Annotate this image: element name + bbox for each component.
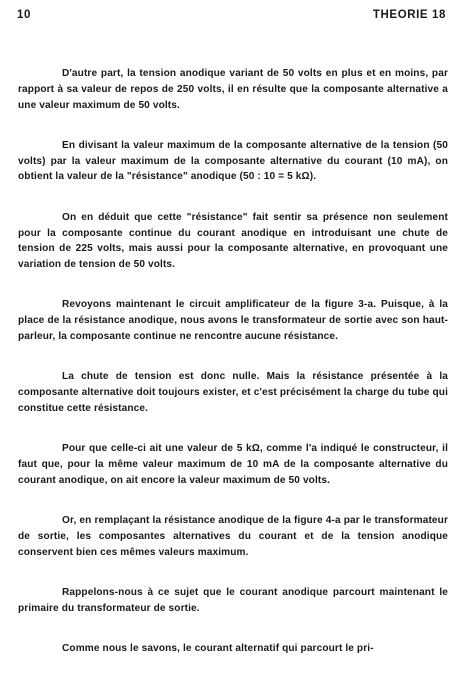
paragraph: Or, en remplaçant la résistance anodique de la figure 4-a par le transformateur de sortie, les composantes alternatives du courant et de la tension anodique conservent bien ces mêmes valeurs maximum. [18, 515, 448, 558]
paragraph: Revoyons maintenant le circuit amplificateur de la figure 3-a. Puisque, à la place de la résistance anodique, nous avons le transformateur de sortie avec son haut-parleur, la composante continue ne rencontre aucune résistance. [18, 299, 448, 343]
paragraph: Rappelons-nous à ce sujet que le courant anodique parcourt maintenant le primaire du transformateur de sortie. [18, 587, 448, 614]
running-title: THEORIE 18 [372, 9, 446, 21]
page-number: 10 [17, 9, 31, 21]
paragraph: On en déduit que cette "résistance" fait sentir sa présence non seulement pour la composante continue du courant anodique en introduisant une chute de tension de 225 volts, mais aussi pour la composante alternative, en provoquant une variation de tension de 50 volts. [18, 211, 448, 271]
paragraph: Pour que celle-ci ait une valeur de 5 kΩ, comme l'a indiqué le constructeur, il faut que, pour la même valeur maximum de 10 mA de la composante alternative du courant anodique, on ait encore la valeur maximum de 50 volts. [18, 443, 448, 486]
page-header [17, 9, 446, 25]
body-text [18, 66, 448, 681]
paragraph: D'autre part, la tension anodique variant de 50 volts en plus et en moins, par rapport à sa valeur de repos de 250 volts, il en résulte que la composante alternative a une valeur maximum de 50 volts. [18, 68, 448, 111]
paragraph: En divisant la valeur maximum de la composante alternative de la tension (50 volts) par la valeur maximum de la composante alternative du courant (10 mA), on obtient la valeur de la "résistance" anodique (50 : 10 = 5 kΩ). [18, 139, 448, 183]
paragraph: La chute de tension est donc nulle. Mais la résistance présentée à la composante alternative doit toujours exister, et c'est précisément la charge du tube qui constitue cette résistance. [18, 371, 448, 414]
paragraph: Comme nous le savons, le courant alternatif qui parcourt le pri- [62, 643, 374, 655]
